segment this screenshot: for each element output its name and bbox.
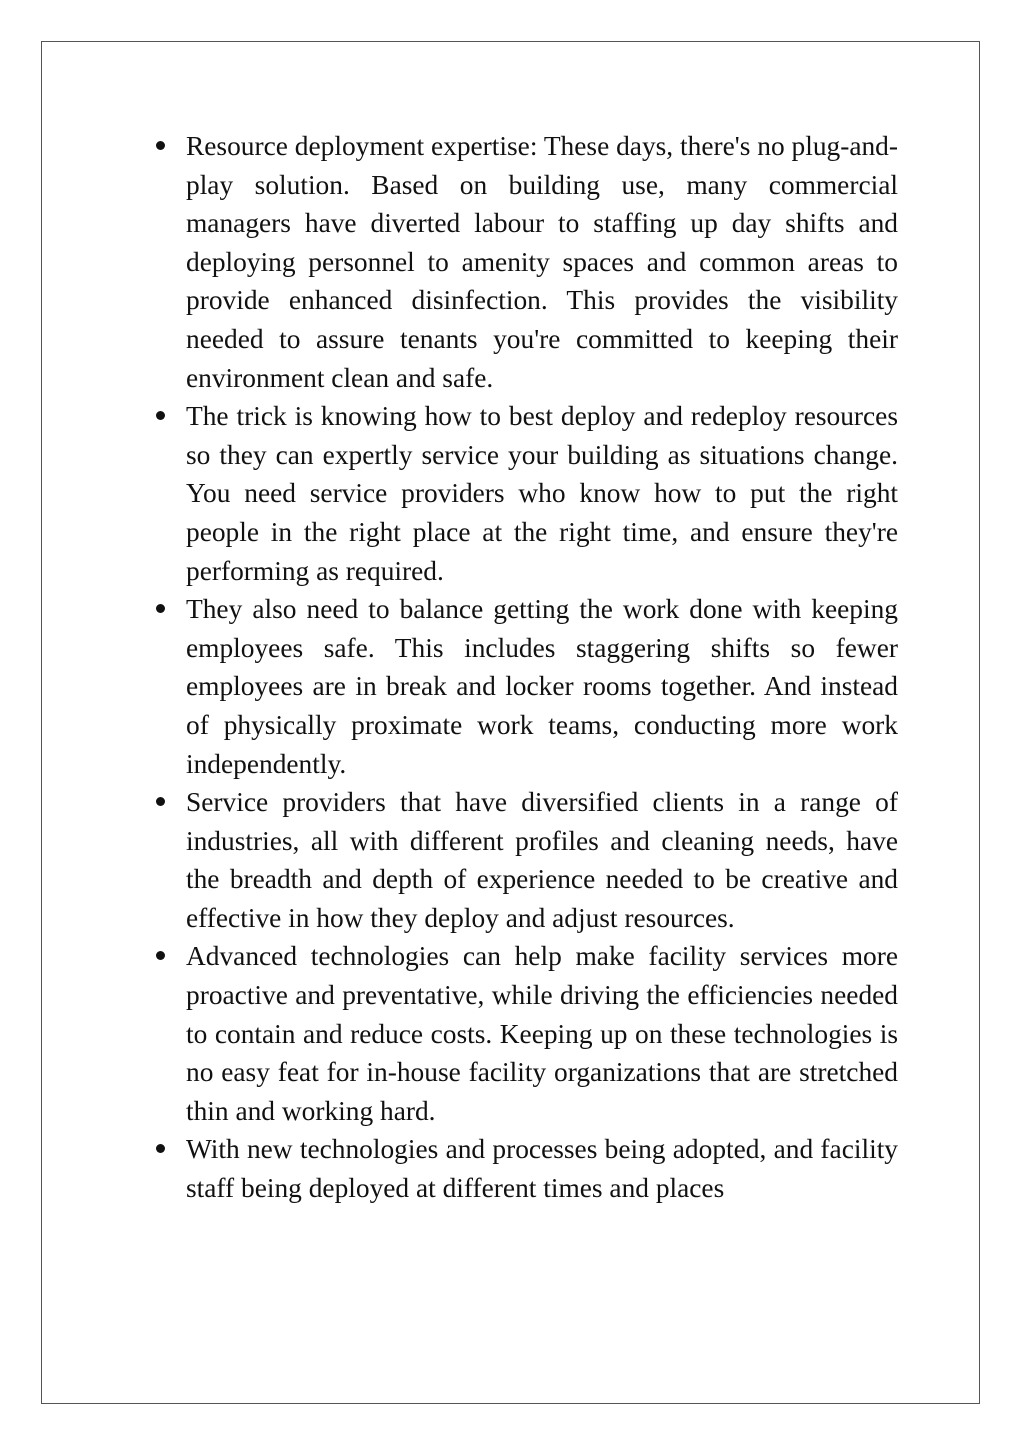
- bullet-text: They also need to balance getting the work done with keeping employees safe. This includes staggering shifts so fewer employees are in break and locker rooms together. And instead of physically proximate work teams, conducting more work independently.: [186, 594, 898, 779]
- bullet-text: With new technologies and processes being adopted, and facility staff being deployed at different times and places: [186, 1134, 898, 1204]
- list-item: [186, 590, 898, 783]
- bullet-text: Service providers that have diversified clients in a range of industries, all with different profiles and cleaning needs, have the breadth and depth of experience needed to be creative and effective in how they deploy and adjust resources.: [186, 787, 898, 933]
- list-item: [186, 397, 898, 590]
- bullet-dot-icon: [156, 141, 165, 150]
- bullet-text: Resource deployment expertise: These days, there's no plug-and-play solution. Based on building use, many commercial managers have diverted labour to staffing up day shifts and deploying personnel to amenity spaces and common areas to provide enhanced disinfection. This provides the visibility needed to assure tenants you're committed to keeping their environment clean and safe.: [186, 131, 898, 393]
- bullet-text: The trick is knowing how to best deploy and redeploy resources so they can expertly service your building as situations change. You need service providers who know how to put the right people in the right place at the right time, and ensure they're performing as required.: [186, 401, 898, 586]
- list-item: [186, 1130, 898, 1207]
- list-item: [186, 783, 898, 937]
- list-item: [186, 937, 898, 1130]
- list-item: [186, 127, 898, 397]
- bullet-list: [186, 127, 898, 1208]
- bullet-text: Advanced technologies can help make facility services more proactive and preventative, while driving the efficiencies needed to contain and reduce costs. Keeping up on these technologies is no easy feat for in-house facility organizations that are stretched thin and working hard.: [186, 941, 898, 1126]
